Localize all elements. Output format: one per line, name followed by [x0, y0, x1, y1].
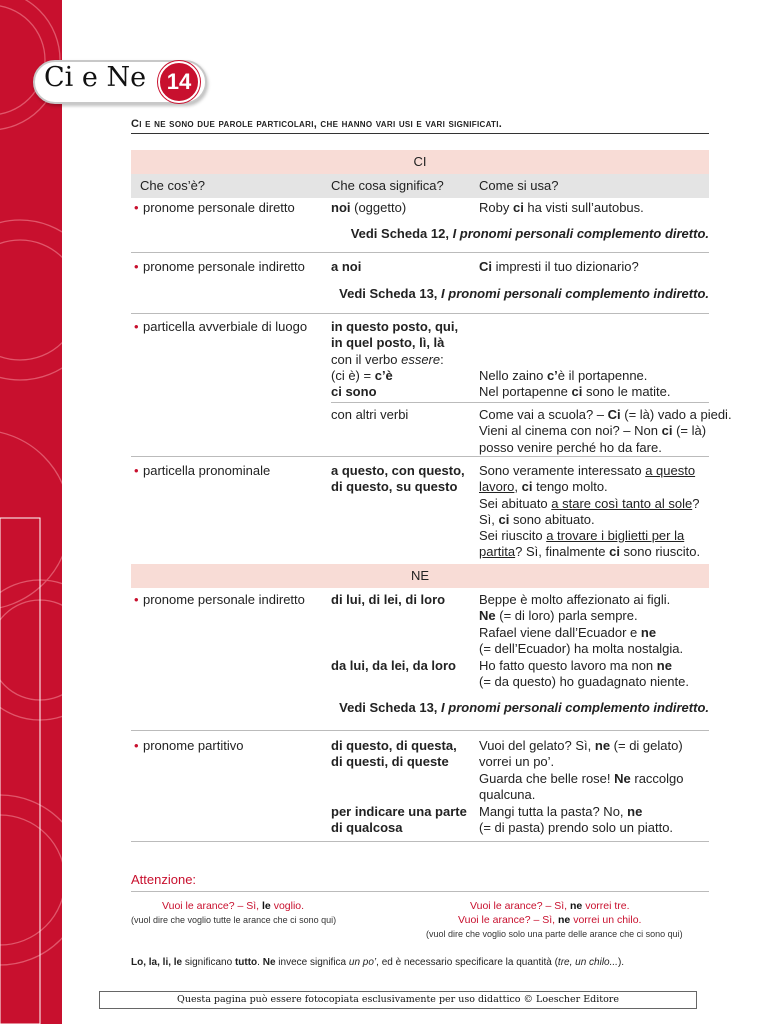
row-divider — [131, 313, 709, 314]
ne-ref: Vedi Scheda 13, I pronomi personali complemento indiretto. — [339, 700, 709, 715]
ne-row2-usage1: Vuoi del gelato? Sì, ne (= di gelato) vorrei un po’. Guarda che belle rose! Ne raccolgo qualcuna. — [479, 738, 684, 802]
attention-right-example1: Vuoi le arance? – Sì, ne vorrei tre. — [470, 900, 630, 912]
ci-row1-usage: Roby ci ha visti sull’autobus. — [479, 200, 644, 215]
ci-band: CI — [131, 150, 709, 174]
ci-row2-meaning: a noi — [331, 259, 362, 274]
ci-row1-meaning: noi (oggetto) — [331, 200, 407, 215]
ci-row3-usage1: Nello zaino c’è il portapenne. Nel portapenne ci sono le matite. — [479, 368, 671, 400]
ci-ref1: Vedi Scheda 12, I pronomi personali complemento diretto. — [350, 226, 709, 241]
row-divider — [131, 456, 709, 457]
attention-right-note: (vuol dire che voglio solo una parte delle arance che ci sono qui) — [426, 929, 683, 939]
row-divider — [131, 730, 709, 731]
attention-label: Attenzione: — [131, 872, 197, 887]
copyright-footer: Questa pagina può essere fotocopiata esclusivamente per uso didattico © Loescher Editore — [99, 991, 697, 1009]
ne-row2-meaning1: di questo, di questa, di questi, di queste — [331, 738, 457, 770]
ci-row3-what: • particella avverbiale di luogo — [143, 319, 307, 335]
ne-row1-usage2: Ho fatto questo lavoro ma non ne (= da questo) ho guadagnato niente. — [479, 658, 689, 690]
ci-row3-meaning: in questo posto, qui, in quel posto, lì, là con il verbo essere: (ci è) = c’è ci sono — [331, 319, 459, 400]
ci-row3-meaning2: con altri verbi — [331, 407, 409, 422]
header-what: Che cos’è? — [140, 178, 206, 193]
ne-row1-what: • pronome personale indiretto — [143, 592, 305, 608]
ne-band: NE — [131, 564, 709, 588]
row-divider — [131, 252, 709, 253]
ci-row3-usage2: Come vai a scuola? – Ci (= là) vado a piedi. Vieni al cinema con noi? – Non ci (= là) posso venire perché ho da fare. — [479, 407, 732, 455]
ci-row4-meaning: a questo, con questo, di questo, su questo — [331, 463, 465, 495]
page-title: Ci e Ne — [44, 62, 147, 93]
ci-row2-usage: Ci impresti il tuo dizionario? — [479, 259, 639, 274]
ci-row1-what: • pronome personale diretto — [143, 200, 295, 216]
ci-ref2: Vedi Scheda 13, I pronomi personali complemento indiretto. — [339, 286, 709, 301]
ne-row1-meaning2: da lui, da lei, da loro — [331, 658, 456, 673]
ne-row1-meaning1: di lui, di lei, di loro — [331, 592, 446, 607]
attention-divider — [131, 891, 709, 892]
ci-row4-what: • particella pronominale — [143, 463, 270, 479]
ne-row2-what: • pronome partitivo — [143, 738, 243, 754]
sidebar-circles-decoration — [0, 0, 62, 1024]
ci-row2-what: • pronome personale indiretto — [143, 259, 305, 275]
decorative-sidebar — [0, 0, 62, 1024]
header-usage: Come si usa? — [479, 178, 559, 193]
table-header — [131, 174, 709, 198]
header-meaning: Che cosa significa? — [331, 178, 444, 193]
attention-right-example2: Vuoi le arance? – Sì, ne vorrei un chilo. — [458, 914, 642, 926]
row-divider — [331, 402, 709, 403]
ci-row4-usage: Sono veramente interessato a questo lavoro, ci tengo molto. Sei abituato a stare così tanto al sole? Sì, ci sono abituato. Sei riuscito a trovare i biglietti per la partita? Sì, finalmente ci sono riuscito. — [479, 463, 701, 560]
final-note: Lo, la, li, le significano tutto. Ne invece significa un po’, ed è necessario specificare la quantità (tre, un chilo...). — [131, 957, 625, 968]
row-divider — [131, 841, 709, 842]
intro-text: Ci e ne sono due parole particolari, che hanno vari usi e vari significati. — [131, 118, 709, 134]
attention-left-note: (vuol dire che voglio tutte le arance che ci sono qui) — [131, 915, 337, 925]
attention-left-example: Vuoi le arance? – Sì, le voglio. — [162, 900, 305, 912]
ne-row2-meaning2: per indicare una parte di qualcosa — [331, 804, 467, 836]
ne-row1-usage1: Beppe è molto affezionato ai figli. Ne (= di loro) parla sempre. Rafael viene dall’Ecuador e ne (= dell’Ecuador) ha molta nostalgia. — [479, 592, 684, 656]
ne-row2-usage2: Mangi tutta la pasta? No, ne (= di pasta) prendo solo un piatto. — [479, 804, 674, 836]
unit-number-badge: 14 — [158, 61, 200, 103]
